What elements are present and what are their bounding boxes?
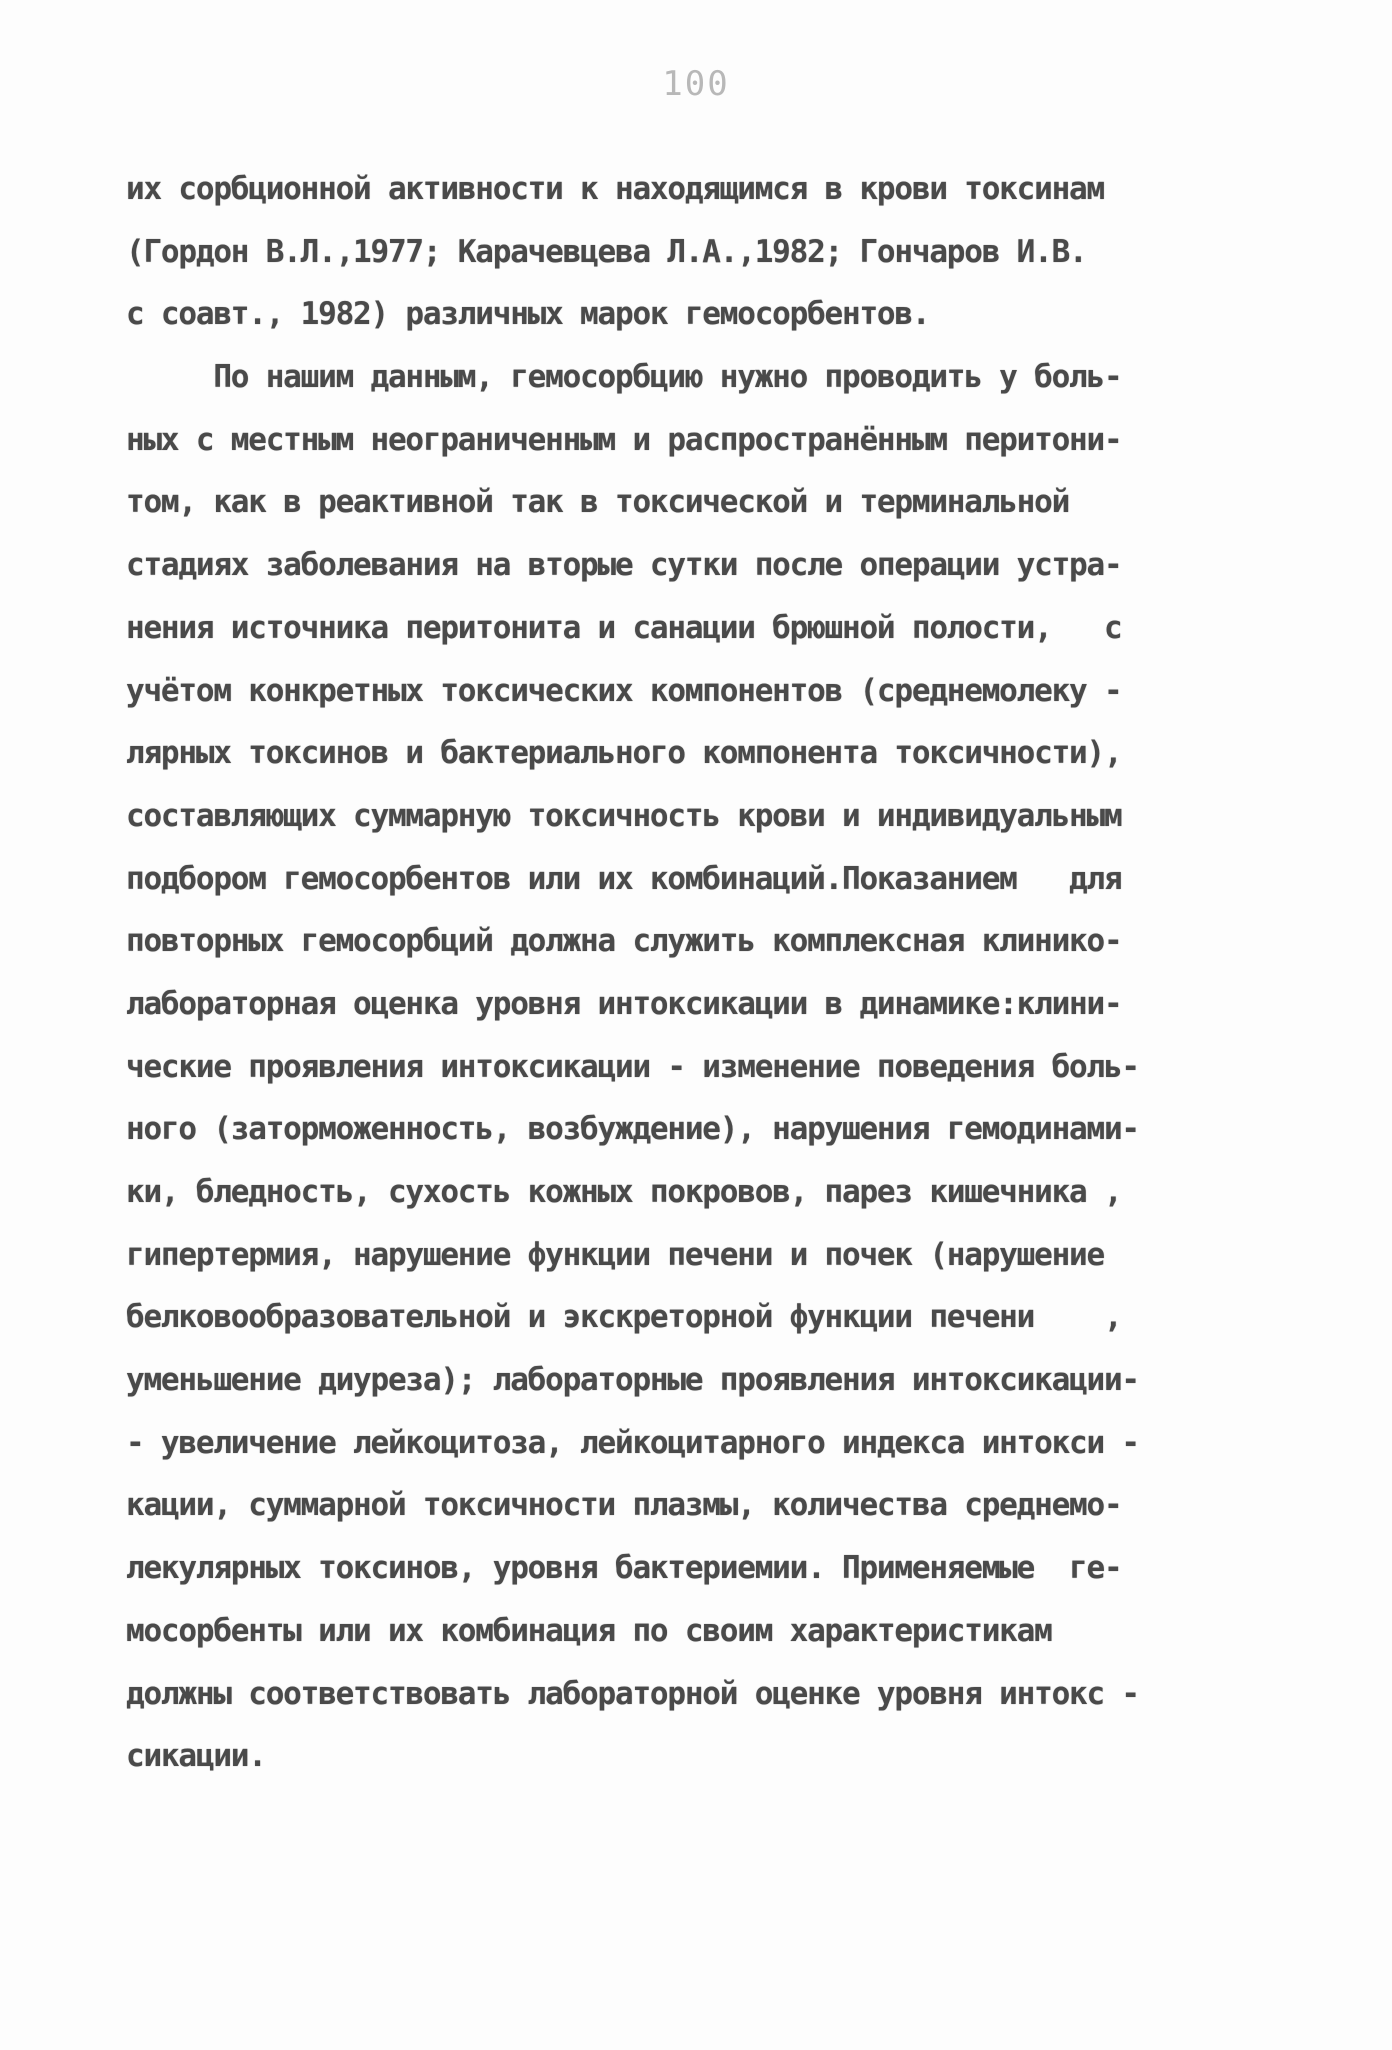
text-line: нения источника перитонита и санации брюшной полости, с xyxy=(126,609,1122,646)
text-line: мосорбенты или их комбинация по своим характеристикам xyxy=(126,1612,1052,1649)
text-line: По нашим данным, гемосорбцию нужно проводить у боль- xyxy=(126,359,1122,396)
text-line: ного (заторможенность, возбуждение), нарушения гемодинами- xyxy=(126,1111,1139,1148)
text-line: повторных гемосорбций должна служить комплексная клинико- xyxy=(126,923,1122,960)
text-line: лекулярных токсинов, уровня бактериемии. Применяемые ге- xyxy=(126,1550,1122,1587)
text-line: с соавт., 1982) различных марок гемосорбентов. xyxy=(126,296,930,333)
text-line: ческие проявления интоксикации - изменение поведения боль- xyxy=(126,1048,1139,1085)
text-line: лярных токсинов и бактериального компонента токсичности), xyxy=(126,735,1122,772)
text-line: лабораторная оценка уровня интоксикации в динамике:клини- xyxy=(126,985,1122,1022)
body-text xyxy=(126,158,1276,1788)
text-line: - увеличение лейкоцитоза, лейкоцитарного индекса интокси - xyxy=(126,1424,1139,1461)
text-line: составляющих суммарную токсичность крови и индивидуальным xyxy=(126,797,1122,834)
text-line: гипертермия, нарушение функции печени и почек (нарушение xyxy=(126,1236,1104,1273)
text-line: их сорбционной активности к находящимся в крови токсинам xyxy=(126,171,1104,207)
text-line: учётом конкретных токсических компонентов (среднемолеку - xyxy=(126,672,1122,709)
text-line: белковообразовательной и экскреторной функции печени , xyxy=(126,1299,1122,1336)
text-line: подбором гемосорбентов или их комбинаций.Показанием для xyxy=(126,860,1122,897)
text-line: том, как в реактивной так в токсической и терминальной xyxy=(126,484,1070,521)
text-line: ки, бледность, сухость кожных покровов, парез кишечника , xyxy=(126,1174,1122,1210)
text-line: ных с местным неограниченным и распространённым перитони- xyxy=(126,421,1122,458)
text-line: (Гордон В.Л.,1977; Карачевцева Л.А.,1982; Гончаров И.В. xyxy=(126,233,1087,270)
page-number: 100 xyxy=(662,64,730,104)
text-line: должны соответствовать лабораторной оценке уровня интокс - xyxy=(126,1675,1139,1712)
text-line: сикации. xyxy=(126,1738,266,1775)
text-line: уменьшение диуреза); лабораторные проявления интоксикации- xyxy=(126,1362,1139,1399)
text-line: кации, суммарной токсичности плазмы, количества среднемо- xyxy=(126,1487,1122,1524)
text-line: стадиях заболевания на вторые сутки после операции устра- xyxy=(126,547,1122,584)
